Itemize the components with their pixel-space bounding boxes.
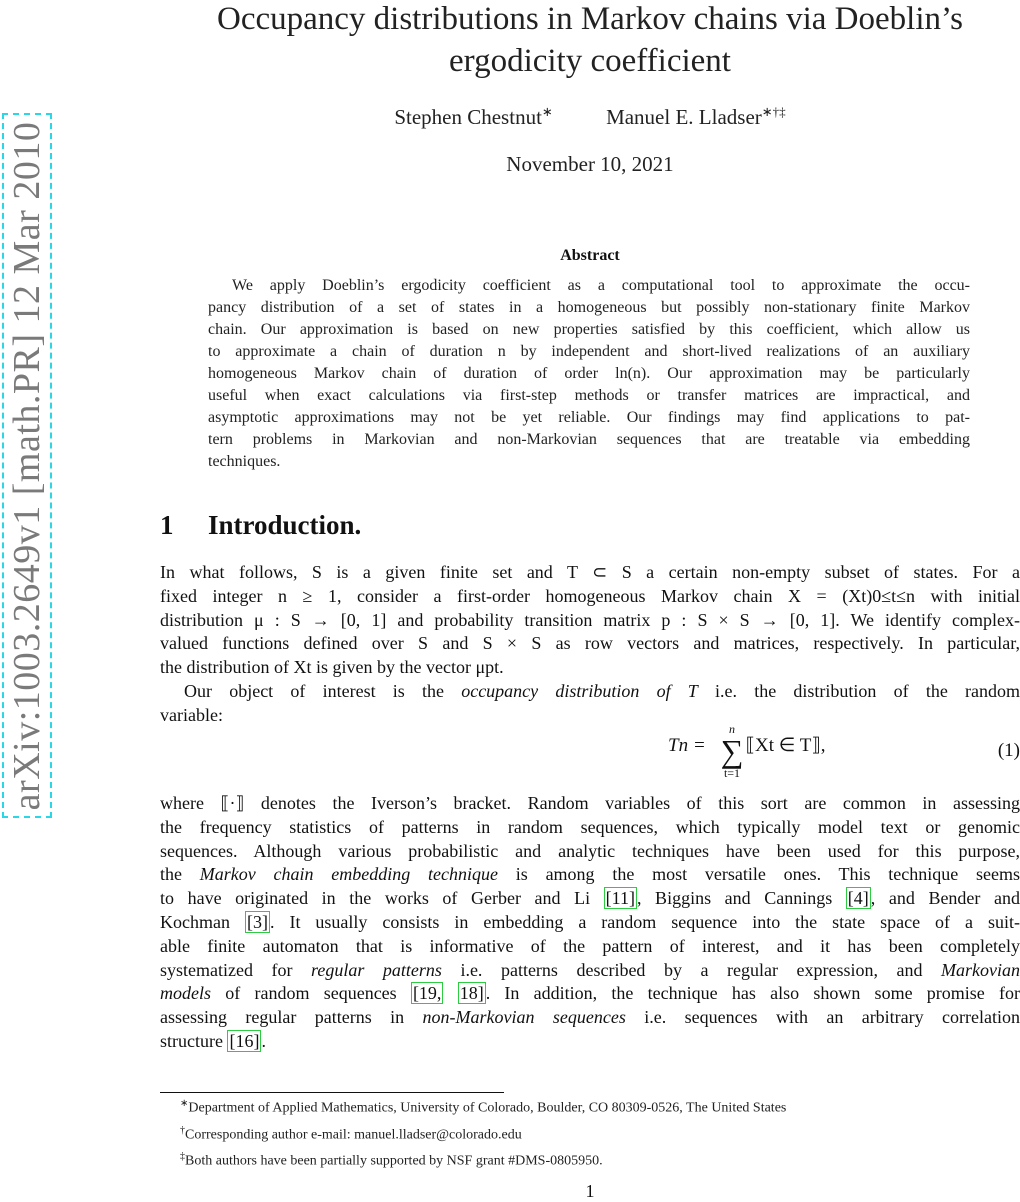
- footnote: ∗Department of Applied Mathematics, University of Colorado, Boulder, CO 80309-0526, The United States: [180, 1098, 787, 1116]
- arxiv-stamp: [2, 113, 52, 818]
- abstract-line: chain. Our approximation is based on new properties satisfied by this coefficient, which allow us: [208, 321, 970, 338]
- text-line: assessing regular patterns in non-Markovian sequences i.e. sequences with an arbitrary correlation: [160, 1007, 1020, 1028]
- text-line: variable:: [160, 704, 223, 725]
- author: Manuel E. Lladser∗†‡: [606, 104, 786, 129]
- text-line: sequences. Although various probabilistic and analytic techniques have been used for this purpose,: [160, 840, 1020, 861]
- text-line: the distribution of Xt is given by the vector μpt.: [160, 657, 504, 678]
- text-line: distribution μ : S → [0, 1] and probability transition matrix p : S × S → [0, 1]. We identify complex-: [160, 609, 1020, 630]
- paper-date: November 10, 2021: [506, 152, 674, 176]
- text-line: structure [16] .: [160, 1030, 266, 1051]
- abstract-line: to approximate a chain of duration n by independent and short-lived realizations of an auxiliary: [208, 343, 970, 360]
- text-line: valued functions defined over S and S × S as row vectors and matrices, respectively. In particular,: [160, 633, 1020, 654]
- footnote-mark: ‡: [180, 1151, 185, 1163]
- abstract-body: [208, 275, 970, 473]
- text-line: where ⟦·⟧ denotes the Iverson’s bracket. Random variables of this sort are common in assessing: [160, 793, 1020, 813]
- paragraph: [160, 561, 1020, 680]
- footnote-mark: †: [180, 1124, 185, 1136]
- text-line: able finite automaton that is informative of the pattern of interest, and it has been completely: [160, 935, 1020, 956]
- paragraph: [160, 680, 1020, 728]
- summation: [716, 722, 748, 780]
- text-line: the Markov chain embedding technique is among the most versatile ones. This technique seems: [160, 864, 1020, 885]
- abstract-line: pancy distribution of a set of states in a homogeneous but possibly non-stationary finite Markov: [208, 299, 970, 316]
- abstract-line: asymptotic approximations may not be yet reliable. Our findings may find applications to pat-: [208, 409, 970, 426]
- citation-link[interactable]: [4]: [847, 888, 869, 909]
- sum-lower-limit: t=1: [723, 766, 741, 780]
- footnote: ‡Both authors have been partially supported by NSF grant #DMS-0805950.: [180, 1151, 603, 1169]
- abstract-line: tern problems in Markovian and non-Markovian sequences that are treatable via embedding: [208, 431, 970, 448]
- author-marks: ∗: [541, 104, 553, 119]
- equation-lhs: Tn =: [668, 735, 706, 756]
- title-line: Occupancy distributions in Markov chains via Doeblin’s: [216, 1, 964, 37]
- text-line: fixed integer n ≥ 1, consider a first-order homogeneous Markov chain X = (Xt)0≤t≤n with initial: [160, 585, 1020, 606]
- section-heading: [160, 510, 361, 541]
- abstract-line: techniques.: [208, 453, 281, 470]
- text-line: systematized for regular patterns i.e. patterns described by a regular expression, and Markovian: [160, 959, 1020, 980]
- footnote: †Corresponding author e-mail: manuel.lladser@colorado.edu: [180, 1124, 522, 1143]
- text-line: In what follows, S is a given finite set and T ⊂ S a certain non-empty subset of states. For a: [160, 562, 1020, 582]
- section-number: 1: [160, 510, 174, 540]
- abstract-line: homogeneous Markov chain of duration of order ln(n). Our approximation may be particularly: [208, 365, 970, 382]
- text-line: to have originated in the works of Gerber and Li [11] , Biggins and Cannings [4] , and Bender and: [160, 888, 1020, 909]
- page-number: 1: [585, 1181, 595, 1201]
- text-line: Kochman [3] . It usually consists in embedding a random sequence into the state space of a suit-: [160, 911, 1020, 932]
- text-line: models of random sequences [19, 18] . In addition, the technique has also shown some promise for: [160, 983, 1020, 1004]
- paper-title: [160, 0, 1020, 82]
- author: Stephen Chestnut∗: [394, 104, 553, 129]
- abstract-line: We apply Doeblin’s ergodicity coefficient as a computational tool to approximate the occu-: [232, 277, 970, 294]
- citation-link[interactable]: [11]: [605, 888, 635, 909]
- title-line: ergodicity coefficient: [449, 43, 731, 79]
- text-line: Our object of interest is the occupancy distribution of T i.e. the distribution of the random: [184, 681, 1020, 701]
- author-marks: ∗†‡: [761, 104, 786, 119]
- section-title: Introduction.: [208, 510, 362, 540]
- text-line: the frequency statistics of patterns in random sequences, which typically model text or genomic: [160, 816, 1020, 837]
- abstract-line: useful when exact calculations via first-step methods or transfer matrices are impractical, and: [208, 387, 970, 404]
- footnote-mark: ∗: [180, 1098, 189, 1109]
- sum-symbol: ∑: [720, 733, 744, 769]
- equation-number: (1): [997, 740, 1020, 761]
- author-list: [160, 104, 1020, 130]
- abstract-heading: Abstract: [560, 247, 620, 264]
- citation-link[interactable]: 18]: [459, 983, 484, 1004]
- citation-link[interactable]: [16]: [229, 1030, 260, 1051]
- footnotes: [160, 1093, 1020, 1173]
- sum-upper-limit: n: [729, 722, 735, 736]
- equation: [160, 722, 1020, 786]
- citation-link[interactable]: [3]: [246, 911, 268, 932]
- equation-rhs: ⟦Xt ∈ T⟧,: [745, 735, 826, 756]
- arxiv-stamp-text: arXiv:1003.2649v1 [math.PR] 12 Mar 2010: [6, 121, 48, 810]
- paragraph: [160, 792, 1020, 1054]
- citation-link[interactable]: [19,: [412, 983, 442, 1004]
